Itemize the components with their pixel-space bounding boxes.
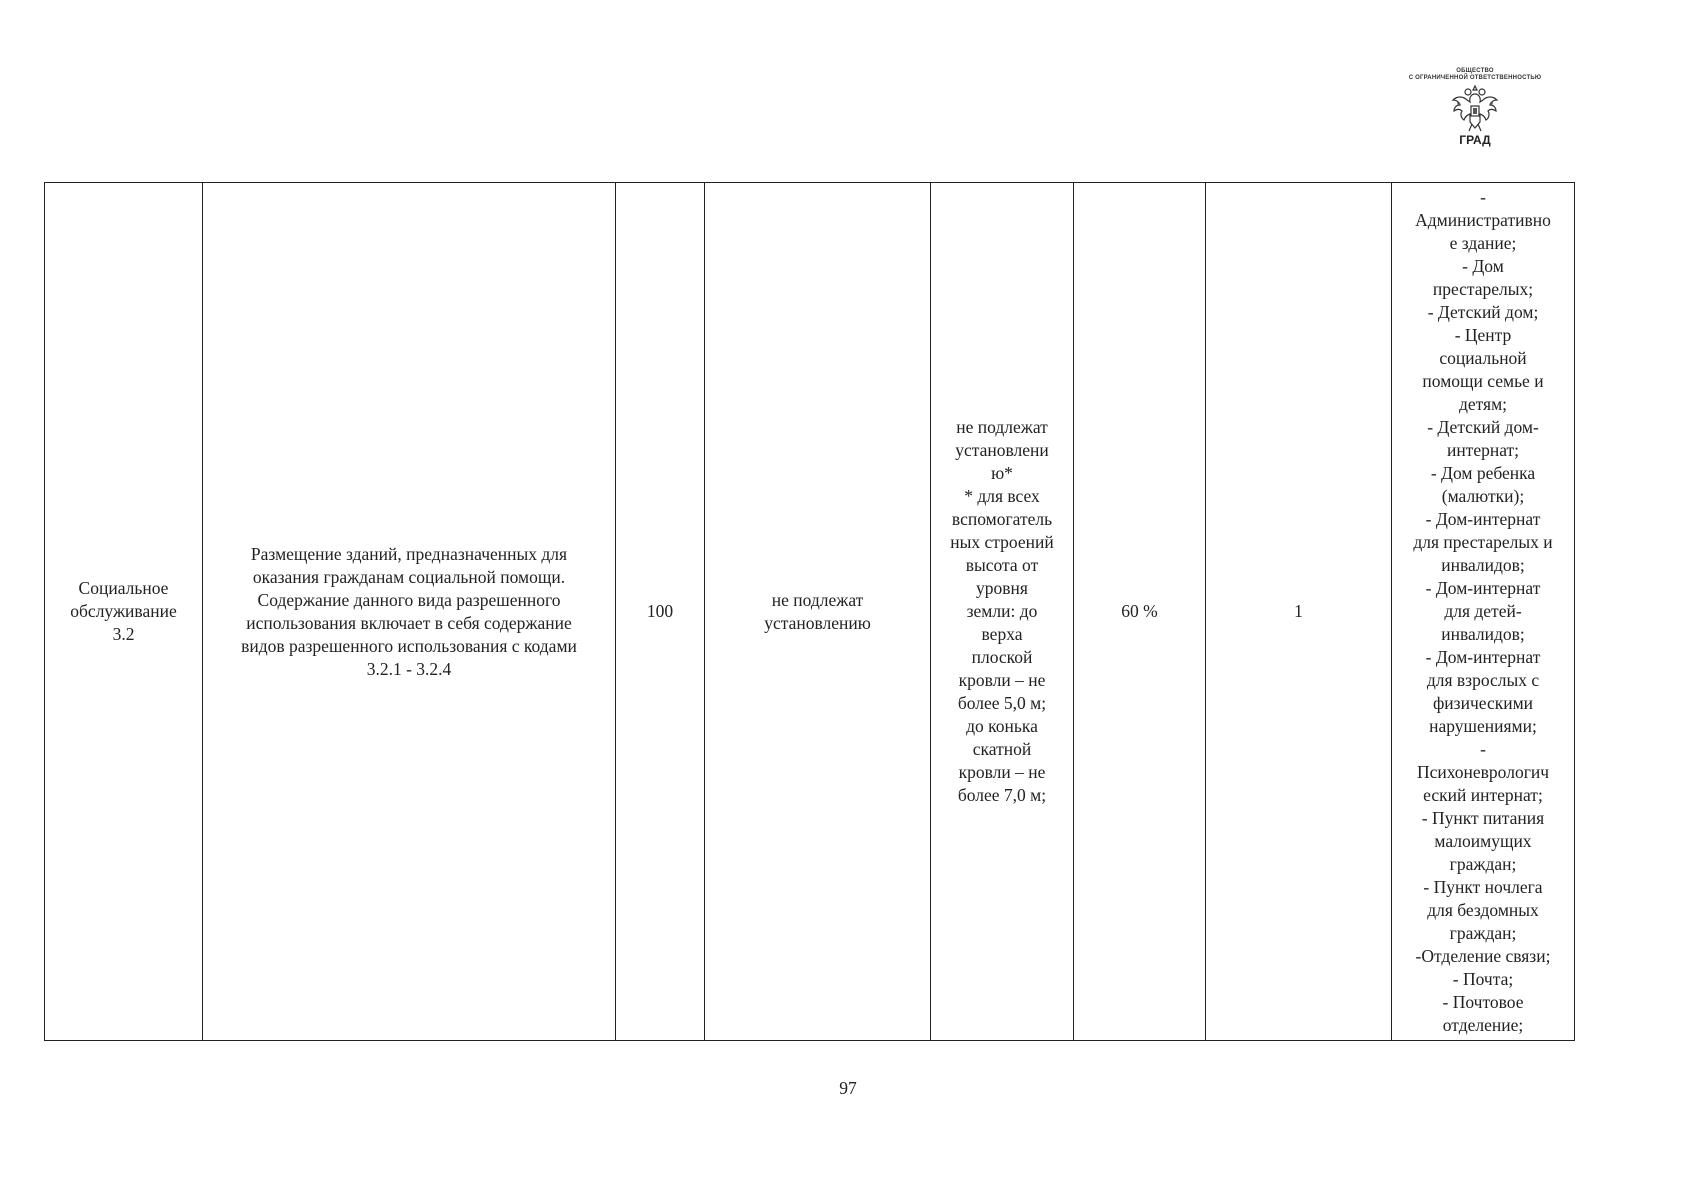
object-line: - Дом-интернат — [1425, 578, 1541, 598]
use-name-line: обслуживание — [70, 601, 177, 621]
height-line: верха — [981, 624, 1023, 644]
object-line: - Детский дом- — [1427, 417, 1539, 437]
description-line: оказания гражданам социальной помощи. — [252, 566, 566, 587]
object-line: детям; — [1458, 394, 1508, 414]
object-line: -Отделение связи; — [1415, 946, 1551, 966]
object-line: е здание; — [1449, 233, 1517, 253]
col4-line: установлению — [764, 612, 871, 633]
height-line: уровня — [976, 578, 1028, 598]
object-line: - Пункт ночлега — [1423, 877, 1543, 897]
height-line: скатной — [972, 739, 1032, 759]
use-code: 3.2 — [112, 624, 135, 644]
object-line: - Дом-интернат — [1425, 509, 1541, 529]
object-line: еский интернат; — [1423, 785, 1543, 805]
description-line: 3.2.1 - 3.2.4 — [366, 658, 452, 679]
double-eagle-emblem-icon — [1449, 84, 1501, 132]
height-line: высота от — [965, 555, 1039, 575]
object-line: граждан; — [1449, 854, 1517, 874]
object-line: инвалидов; — [1441, 555, 1525, 575]
object-line: социальной — [1439, 348, 1527, 368]
cell-height-limits — [931, 183, 1074, 1041]
object-line: - Почтовое — [1442, 992, 1524, 1012]
logo-company-name: ГРАД — [1459, 133, 1491, 147]
object-line: - Дом — [1462, 256, 1504, 276]
height-line: более 7,0 м; — [957, 785, 1047, 805]
description-line: использования включает в себя содержание — [246, 612, 572, 633]
col4-line: не подлежат — [771, 589, 864, 610]
description-line: видов разрешенного использования с кодами — [241, 635, 577, 656]
object-line: инвалидов; — [1441, 624, 1525, 644]
object-line: интернат; — [1446, 440, 1520, 460]
logo-top-line-1: ОБЩЕСТВО — [1456, 68, 1494, 74]
object-line: нарушениями; — [1429, 716, 1537, 736]
cell-description — [203, 183, 616, 1041]
height-line: кровли – не — [958, 670, 1046, 690]
table-row — [45, 183, 1575, 1041]
height-line: ных строений — [950, 532, 1054, 552]
object-line: - Почта; — [1452, 969, 1514, 989]
object-line: - Дом ребенка — [1430, 463, 1536, 483]
description-line: Содержание данного вида разрешенного — [257, 589, 561, 610]
object-line: (малютки); — [1441, 486, 1525, 506]
page-number: 97 — [839, 1078, 857, 1098]
object-line: - — [1480, 187, 1486, 207]
object-line: престарелых; — [1432, 279, 1534, 299]
object-line: Административно — [1415, 210, 1551, 230]
object-line: малоимущих — [1434, 831, 1532, 851]
height-line: плоской — [971, 647, 1033, 667]
object-line: - Детский дом; — [1427, 302, 1539, 322]
height-line: * для всех — [964, 486, 1040, 506]
object-line: граждан; — [1449, 923, 1517, 943]
object-line: для детей- — [1444, 601, 1522, 621]
cell-area-value: 100 — [616, 183, 705, 1041]
object-line: - — [1480, 739, 1486, 759]
height-line: ю* — [991, 463, 1013, 483]
object-line: - Пункт питания — [1421, 808, 1545, 828]
object-line: для бездомных — [1427, 900, 1539, 920]
company-logo — [1390, 68, 1560, 147]
cell-percent: 60 % — [1074, 183, 1206, 1041]
cell-not-established — [705, 183, 931, 1041]
height-line: не подлежат — [956, 417, 1048, 437]
use-name-line: Социальное — [78, 578, 169, 598]
height-line: кровли – не — [958, 762, 1046, 782]
logo-top-line-2: С ОГРАНИЧЕННОЙ ОТВЕТСТВЕННОСТЬЮ — [1408, 75, 1542, 81]
height-line: земли: до — [966, 601, 1038, 621]
object-line: для престарелых и — [1413, 532, 1553, 552]
object-line: отделение; — [1442, 1015, 1524, 1035]
description-line: Размещение зданий, предназначенных для — [250, 543, 568, 564]
height-line: вспомогатель — [951, 509, 1053, 529]
cell-use-name — [45, 183, 203, 1041]
height-line: установлени — [955, 440, 1049, 460]
object-line: Психоневрологич — [1416, 762, 1550, 782]
cell-object-types — [1392, 183, 1575, 1041]
object-line: - Дом-интернат — [1425, 647, 1541, 667]
object-line: помощи семье и — [1422, 371, 1544, 391]
height-line: более 5,0 м; — [957, 693, 1047, 713]
cell-count: 1 — [1206, 183, 1392, 1041]
land-use-table — [44, 182, 1575, 1041]
object-line: для взрослых с — [1426, 670, 1540, 690]
object-line: физическими — [1432, 693, 1534, 713]
height-line: до конька — [966, 716, 1038, 736]
object-line: - Центр — [1454, 325, 1512, 345]
